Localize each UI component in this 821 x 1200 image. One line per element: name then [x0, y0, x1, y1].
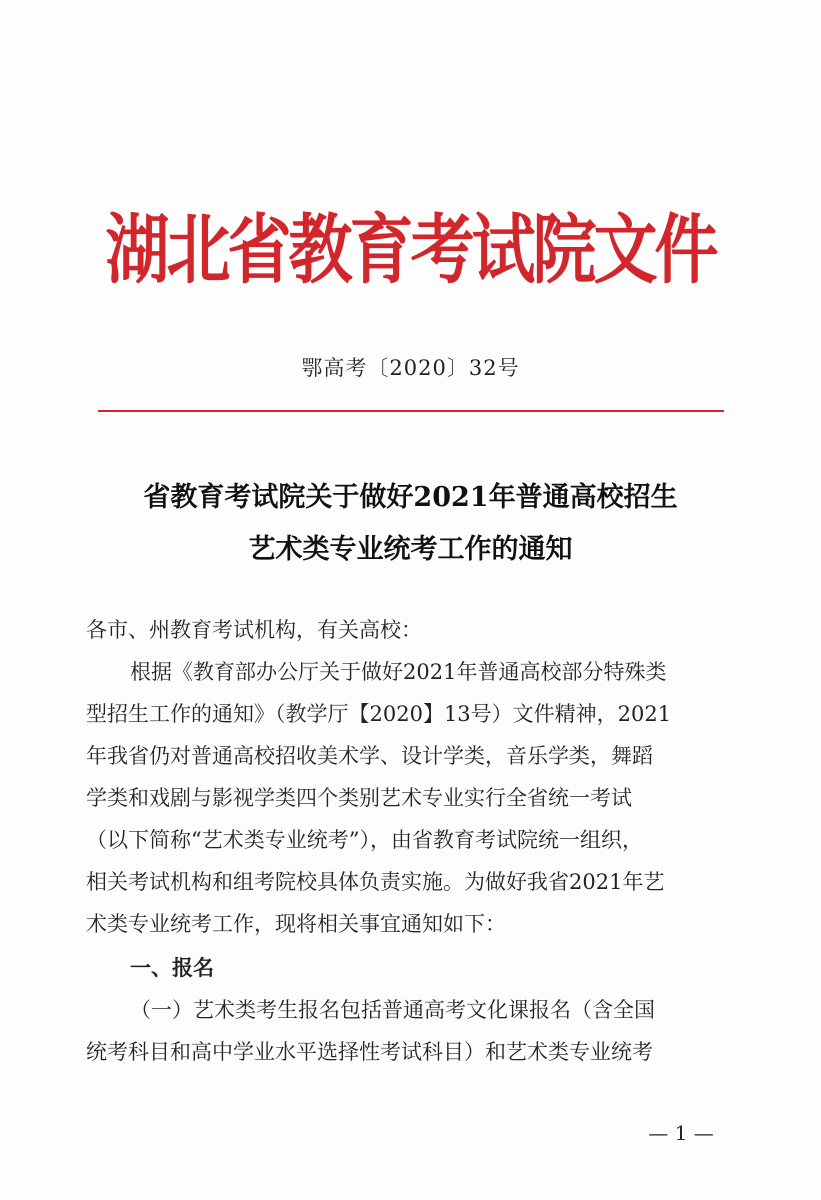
body-line: 学类和戏剧与影视学类四个类别艺术专业实行全省统一考试 — [86, 786, 632, 810]
body-line: 型招生工作的通知》（教学厅【2020】13号）文件精神，2021 — [86, 702, 672, 726]
red-divider-rule — [98, 410, 724, 412]
section-line: （一）艺术类考生报名包括普通高考文化课报名（含全国 — [130, 998, 655, 1022]
body-line: 相关考试机构和组考院校具体负责实施。为做好我省2021年艺 — [86, 870, 665, 894]
body-line: 根据《教育部办公厅关于做好2021年普通高校部分特殊类 — [130, 660, 667, 684]
document-number: 鄂高考〔2020〕32号 — [301, 356, 520, 380]
masthead-title: 湖北省教育考试院文件 — [105, 207, 716, 295]
addressee: 各市、州教育考试机构，有关高校： — [86, 618, 422, 642]
section-heading: 一、报名 — [130, 956, 214, 980]
section-line: 统考科目和高中学业水平选择性考试科目）和艺术类专业统考 — [86, 1040, 653, 1064]
notice-title-line-2: 艺术类专业统考工作的通知 — [248, 534, 573, 565]
page-number: — 1 — — [648, 1121, 714, 1145]
body-line: 年我省仍对普通高校招收美术学、设计学类，音乐学类，舞蹈 — [86, 744, 653, 768]
notice-title-line-1: 省教育考试院关于做好2021年普通高校招生 — [143, 482, 678, 513]
body-line: （以下简称“艺术类专业统考”），由省教育考试院统一组织， — [86, 828, 643, 852]
body-line: 术类专业统考工作，现将相关事宜通知如下： — [86, 912, 506, 936]
